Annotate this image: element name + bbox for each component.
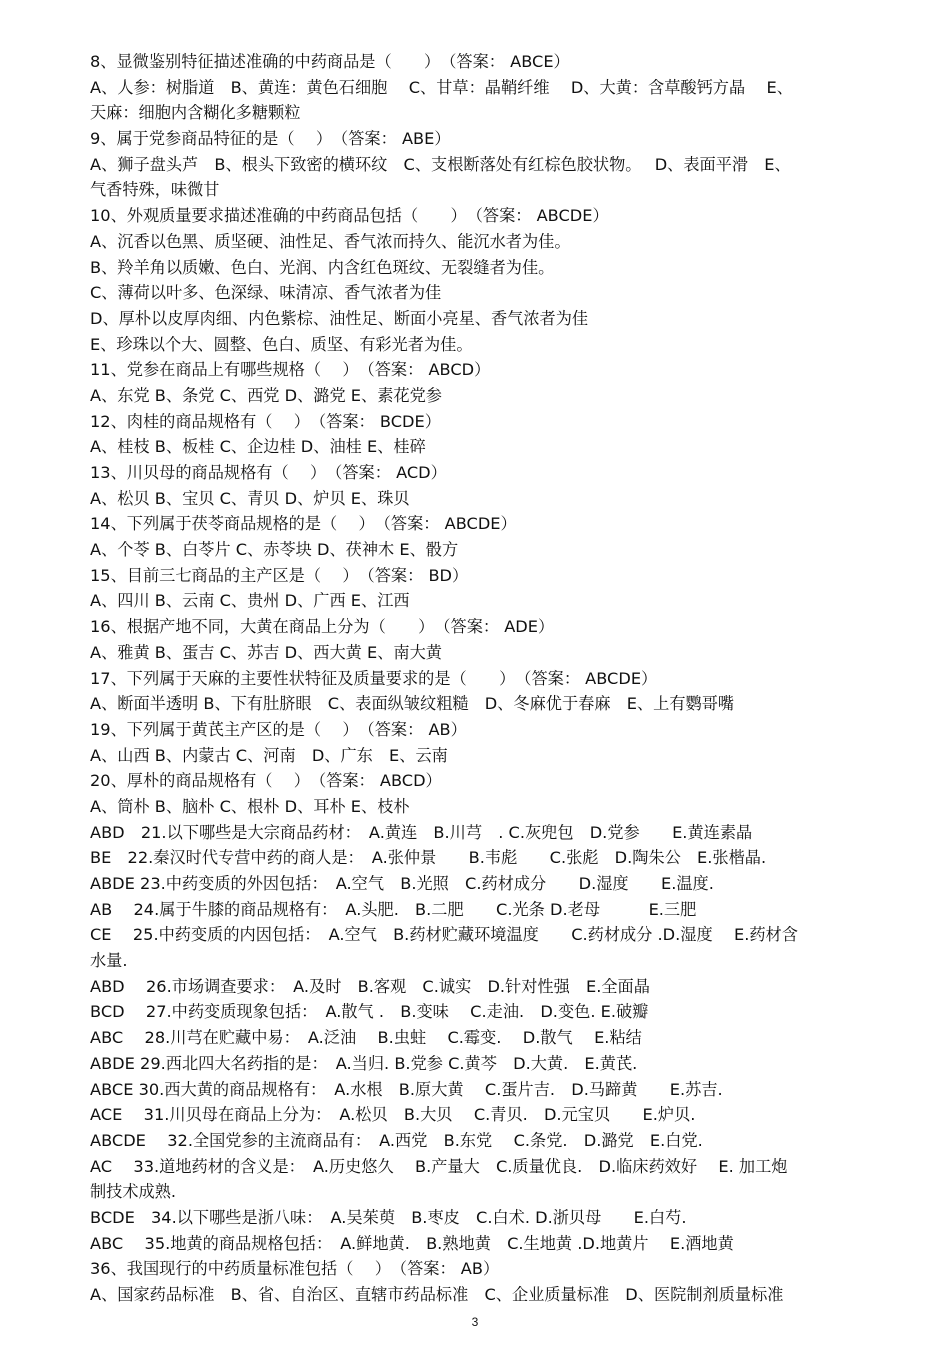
text-line: A、桂枝 B、板桂 C、企边桂 D、油桂 E、桂碎 — [90, 437, 426, 457]
text-line: ABDE 29.西北四大名药指的是： A.当归. B.党参 C.黄芩 D.大黄. E.黄芪. — [90, 1053, 638, 1073]
text-line: C、薄荷以叶多、色深绿、味清凉、香气浓者为佳 — [90, 283, 442, 303]
text-line: 9、属于党参商品特征的是（ ） （答案： ABE） — [90, 129, 451, 149]
text-line: 水量. — [90, 951, 128, 971]
text-line: 15、目前三七商品的主产区是（ ） （答案： BD） — [90, 565, 469, 585]
text-line: BCD 27.中药变质现象包括： A.散气 . B.变味 C.走油. D.变色. E.破瓣 — [90, 1002, 649, 1022]
text-line: CE 25.中药变质的内因包括： A.空气 B.药材贮藏环境温度 C.药材成分 .D.湿度 E.药材含 — [90, 925, 798, 945]
text-line: ACE 31.川贝母在商品上分为： A.松贝 B.大贝 C.青贝. D.元宝贝 E.炉贝. — [90, 1105, 696, 1125]
text-line: ABCE 30.西大黄的商品规格有： A.水根 B.原大黄 C.蛋片吉. D.马蹄黄 E.苏吉. — [90, 1079, 723, 1099]
text-line: 12、肉桂的商品规格有（ ） （答案： BCDE） — [90, 411, 441, 431]
text-line: AC 33.道地药材的含义是： A.历史悠久 B.产量大 C.质量优良. D.临床药效好 E. 加工炮 — [90, 1156, 788, 1176]
text-line: A、狮子盘头芦 B、根头下致密的横环纹 C、支根断落处有红棕色胶状物。 D、表面平滑 E、 — [90, 154, 791, 174]
text-line: 36、我国现行的中药质量标准包括（ ） （答案： AB） — [90, 1259, 500, 1279]
text-line: A、四川 B、云南 C、贵州 D、广西 E、江西 — [90, 591, 410, 611]
text-line: A、国家药品标准 B、省、自治区、直辖市药品标准 C、企业质量标准 D、医院制剂质量标准 — [90, 1285, 784, 1304]
text-line: 8、显微鉴别特征描述准确的中药商品是（ ） （答案： ABCE） — [90, 52, 570, 71]
text-line: 10、外观质量要求描述准确的中药商品包括（ ） （答案： ABCDE） — [90, 206, 609, 226]
text-line: A、沉香以色黑、质坚硬、油性足、香气浓而持久、能沉水者为佳。 — [90, 231, 571, 251]
text-line: D、厚朴以皮厚肉细、内色紫棕、油性足、断面小亮星、香气浓者为佳 — [90, 308, 589, 328]
text-line: B、羚羊角以质嫩、色白、光润、内含红色斑纹、无裂缝者为佳。 — [90, 257, 555, 277]
document-page — [90, 49, 865, 1308]
text-line: A、人参：树脂道 B、黄连：黄色石细胞 C、甘草：晶鞘纤维 D、大黄：含草酸钙方晶 E、 — [90, 77, 793, 97]
text-line: ABD 21.以下哪些是大宗商品药材： A.黄连 B.川芎 . C.灰兜包 D.党参 E.黄连素晶 — [90, 822, 753, 842]
text-line: A、雅黄 B、蛋吉 C、苏吉 D、西大黄 E、南大黄 — [90, 642, 442, 662]
text-line: 20、厚朴的商品规格有（ ） （答案： ABCD） — [90, 771, 442, 791]
text-line: A、东党 B、条党 C、西党 D、潞党 E、素花党参 — [90, 385, 442, 405]
text-line: BCDE 34.以下哪些是浙八味： A.吴茱萸 B.枣皮 C.白术. D.浙贝母 E.白芍. — [90, 1207, 687, 1227]
text-line: BE 22.秦汉时代专营中药的商人是： A.张仲景 B.韦彪 C.张彪 D.陶朱公 E.张楷晶. — [90, 848, 767, 868]
text-line: 19、下列属于黄芪主产区的是（ ） （答案： AB） — [90, 719, 467, 739]
text-line: ABC 28.川芎在贮藏中易： A.泛油 B.虫蛀 C.霉变. D.散气 E.粘结 — [90, 1028, 642, 1048]
text-line: 17、下列属于天麻的主要性状特征及质量要求的是（ ） （答案： ABCDE） — [90, 668, 658, 688]
text-line: ABC 35.地黄的商品规格包括： A.鲜地黄. B.熟地黄 C.生地黄 .D.地黄片 E.酒地黄 — [90, 1233, 734, 1253]
text-line: A、断面半透明 B、下有肚脐眼 C、表面纵皱纹粗糙 D、冬麻优于春麻 E、上有鹦哥嘴 — [90, 694, 735, 714]
text-line: ABDE 23.中药变质的外因包括： A.空气 B.光照 C.药材成分 D.湿度 E.温度. — [90, 874, 714, 893]
text-line: 14、下列属于茯苓商品规格的是（ ） （答案： ABCDE） — [90, 514, 517, 534]
text-line: AB 24.属于牛膝的商品规格有： A.头肥. B.二肥 C.光条 D.老母 E.三肥 — [90, 899, 697, 919]
text-line: 制技术成熟. — [90, 1182, 177, 1202]
page-number: 3 — [471, 1315, 479, 1329]
text-line: ABD 26.市场调查要求： A.及时 B.客观 C.诚实 D.针对性强 E.全面晶 — [90, 976, 650, 996]
text-line: A、个苓 B、白苓片 C、赤苓块 D、茯神木 E、骰方 — [90, 540, 459, 560]
text-line: 13、川贝母的商品规格有（ ） （答案： ACD） — [90, 463, 447, 482]
text-line: 天麻：细胞内含糊化多糖颗粒 — [90, 103, 301, 123]
text-line: 11、党参在商品上有哪些规格（ ） （答案： ABCD） — [90, 360, 491, 380]
text-line: A、松贝 B、宝贝 C、青贝 D、炉贝 E、珠贝 — [90, 488, 410, 508]
text-line: E、珍珠以个大、圆整、色白、质坚、有彩光者为佳。 — [90, 334, 473, 354]
text-line: ABCDE 32.全国党参的主流商品有： A.西党 B.东党 C.条党. D.潞党 E.白党. — [90, 1130, 703, 1150]
text-line: 16、根据产地不同，大黄在商品上分为（ ） （答案： ADE） — [90, 617, 555, 637]
text-line: 气香特殊，味微甘 — [90, 180, 220, 200]
text-line: A、山西 B、内蒙古 C、河南 D、广东 E、云南 — [90, 745, 448, 765]
text-line: A、筒朴 B、脑朴 C、根朴 D、耳朴 E、枝朴 — [90, 796, 410, 816]
